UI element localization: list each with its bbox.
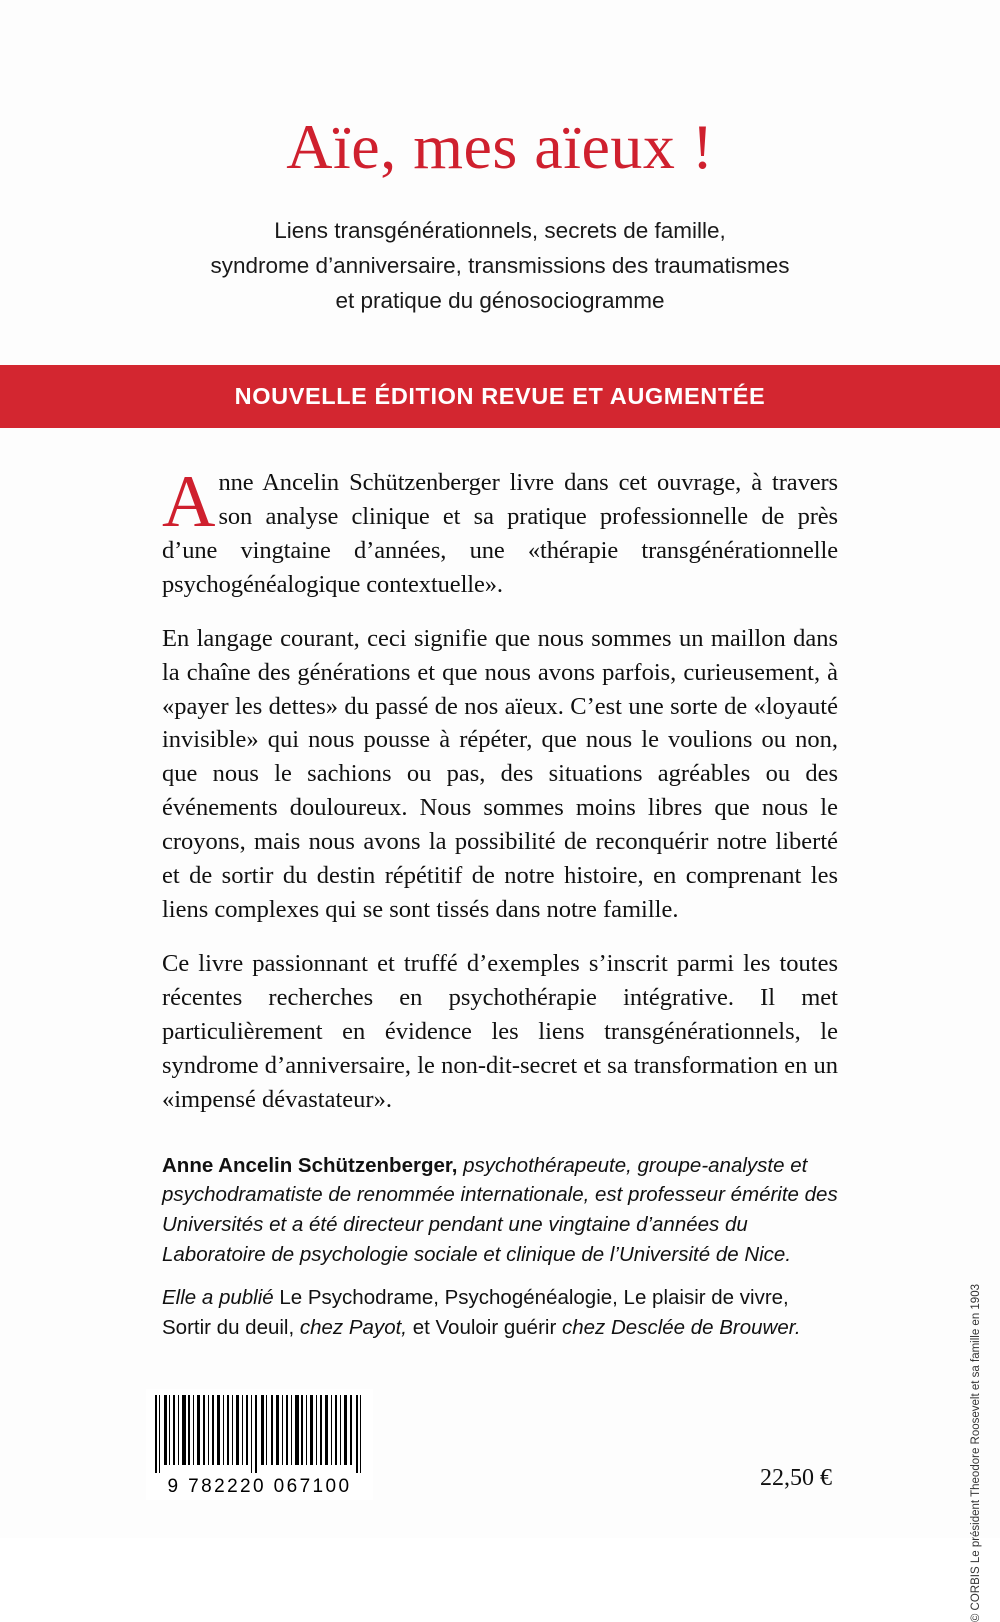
- blurb-text: [162, 428, 838, 1117]
- blurb-paragraph-3: Ce livre passionnant et truffé d’exemples s’inscrit parmi les toutes récentes recherches en psychothérapie intégrative. Il met particulièrement en évidence les liens transgénérationnels, le syndrome d’anniversaire, le non-dit-secret et sa transformation en un «impensé dévastateur».: [162, 950, 838, 1113]
- isbn-number: 9 782220 067100: [167, 1476, 352, 1497]
- blurb-paragraph-1-text: nne Ancelin Schützenberger livre dans cet ouvrage, à travers son analyse clinique et sa pratique professionnelle de près d’une vingtaine d’années, une «thérapie transgénérationnelle psychogénéalogique contextuelle».: [162, 469, 838, 598]
- photo-credit: © CORBIS Le président Theodore Roosevelt et sa famille en 1903: [970, 1284, 982, 1622]
- published-titles-2: Vouloir guérir: [435, 1316, 557, 1340]
- drop-cap: A: [162, 461, 216, 544]
- barcode-block: [146, 1389, 373, 1500]
- edition-banner-label: NOUVELLE ÉDITION REVUE ET AUGMENTÉE: [234, 383, 766, 410]
- published-intro: Elle a publié: [162, 1286, 280, 1310]
- subtitle-line-1: Liens transgénérationnels, secrets de famille,: [274, 218, 726, 244]
- published-publisher-2: chez Desclée de Brouwer.: [556, 1316, 801, 1340]
- barcode-image: [152, 1395, 367, 1473]
- published-publisher-1: chez Payot,: [294, 1316, 413, 1340]
- price-label: 22,50 €: [760, 1465, 832, 1491]
- title-block: [0, 0, 1000, 319]
- blurb-paragraph-2: En langage courant, ceci signifie que nous sommes un maillon dans la chaîne des générations et que nous avons parfois, curieusement, à «payer les dettes» du passé de nos aïeux. C’est une sorte de «loyauté invisible» qui nous pousse à répéter, que nous le voulions ou non, que nous le sachions ou pas, des situations agréables ou des événements douloureux. Nous sommes moins libres que nous le croyons, mais nous avons la possibilité de reconquérir notre liberté et de sortir du destin répétitif de notre histoire, en comprenant les liens complexes qui se sont tissés dans notre famille.: [162, 624, 838, 924]
- published-titles-1: Le Psychodrame, Psychogénéalogie, Le plaisir de vivre, Sortir du deuil,: [162, 1286, 789, 1340]
- subtitle-line-2: syndrome d’anniversaire, transmissions des traumatismes: [210, 253, 790, 279]
- author-bio: [162, 1151, 838, 1343]
- author-name: Anne Ancelin Schützenberger,: [162, 1153, 458, 1177]
- edition-banner: [0, 365, 1000, 428]
- subtitle-line-3: et pratique du génosociogramme: [335, 288, 665, 314]
- blurb-paragraph-1: [162, 461, 838, 602]
- published-conjunction: et: [412, 1316, 436, 1340]
- author-description: psychothérapeute, groupe-analyste et psychodramatiste de renommée internationale, est professeur émérite des Universités et a été directeur pendant une vingtaine d’années du Laboratoire de psychologie sociale et clinique de l’Université de Nice.: [162, 1153, 838, 1266]
- page-title: Aïe, mes aïeux !: [286, 111, 714, 182]
- author-bio-main: [162, 1151, 838, 1270]
- footer-area: [0, 1328, 1000, 1538]
- subtitle: [155, 214, 845, 319]
